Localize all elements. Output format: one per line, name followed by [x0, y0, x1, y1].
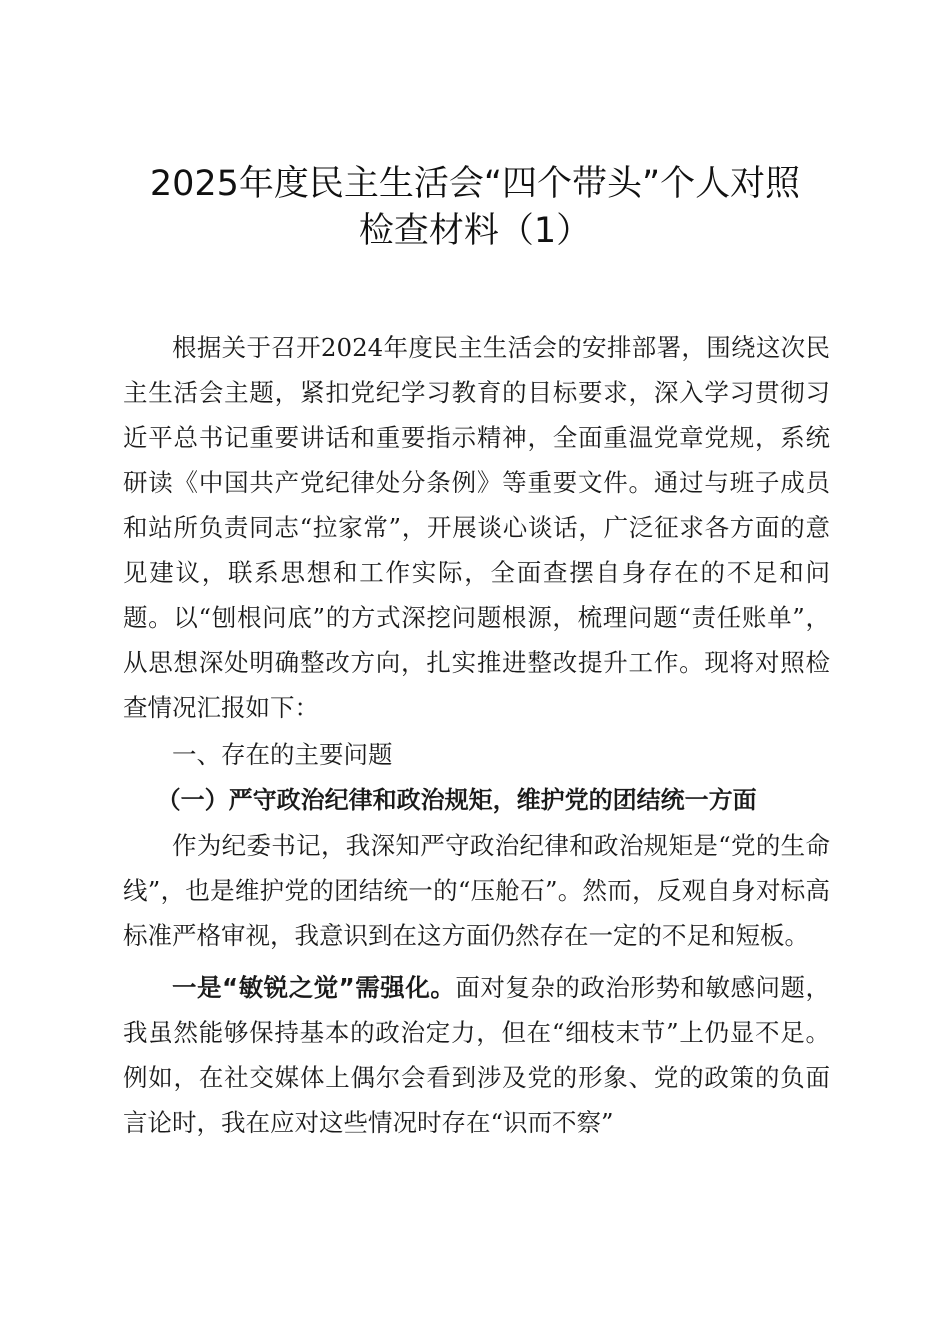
body-paragraph: 作为纪委书记，我深知严守政治纪律和政治规矩是“党的生命线”，也是维护党的团结统一的“压舱石”。然而，反观自身对标高标准严格审视，我意识到在这方面仍然存在一定的不足和短板。 [123, 831, 830, 950]
point-lead-text: 一是“敏锐之觉”需强化。 [172, 973, 456, 1002]
document-body [123, 325, 830, 1145]
point-body-text: 面对复杂的政治形势和敏感问题，我虽然能够保持基本的政治定力，但在“细枝末节”上仍显不足。例如，在社交媒体上偶尔会看到涉及党的形象、党的政策的负面言论时，我在应对这些情况时存在“识而不察” [123, 973, 831, 1137]
document-title-line-2: 检查材料（1） [358, 211, 592, 251]
section-heading: 一、存在的主要问题 [172, 740, 393, 769]
subsection-heading: （一）严守政治纪律和政治规矩，维护党的团结统一方面 [156, 786, 757, 814]
point-paragraph [123, 965, 830, 1145]
intro-paragraph: 根据关于召开2024年度民主生活会的安排部署，围绕这次民主生活会主题，紧扣党纪学习教育的目标要求，深入学习贯彻习近平总书记重要讲话和重要指示精神，全面重温党章党规，系统研读《中国共产党纪律处分条例》等重要文件。通过与班子成员和站所负责同志“拉家常”，开展谈心谈话，广泛征求各方面的意见建议，联系思想和工作实际，全面查摆自身存在的不足和问题。以“刨根问底”的方式深挖问题根源，梳理问题“责任账单”，从思想深处明确整改方向，扎实推进整改提升工作。现将对照检查情况汇报如下： [123, 333, 830, 722]
document-title-line-1: 2025年度民主生活会“四个带头”个人对照 [149, 164, 801, 204]
